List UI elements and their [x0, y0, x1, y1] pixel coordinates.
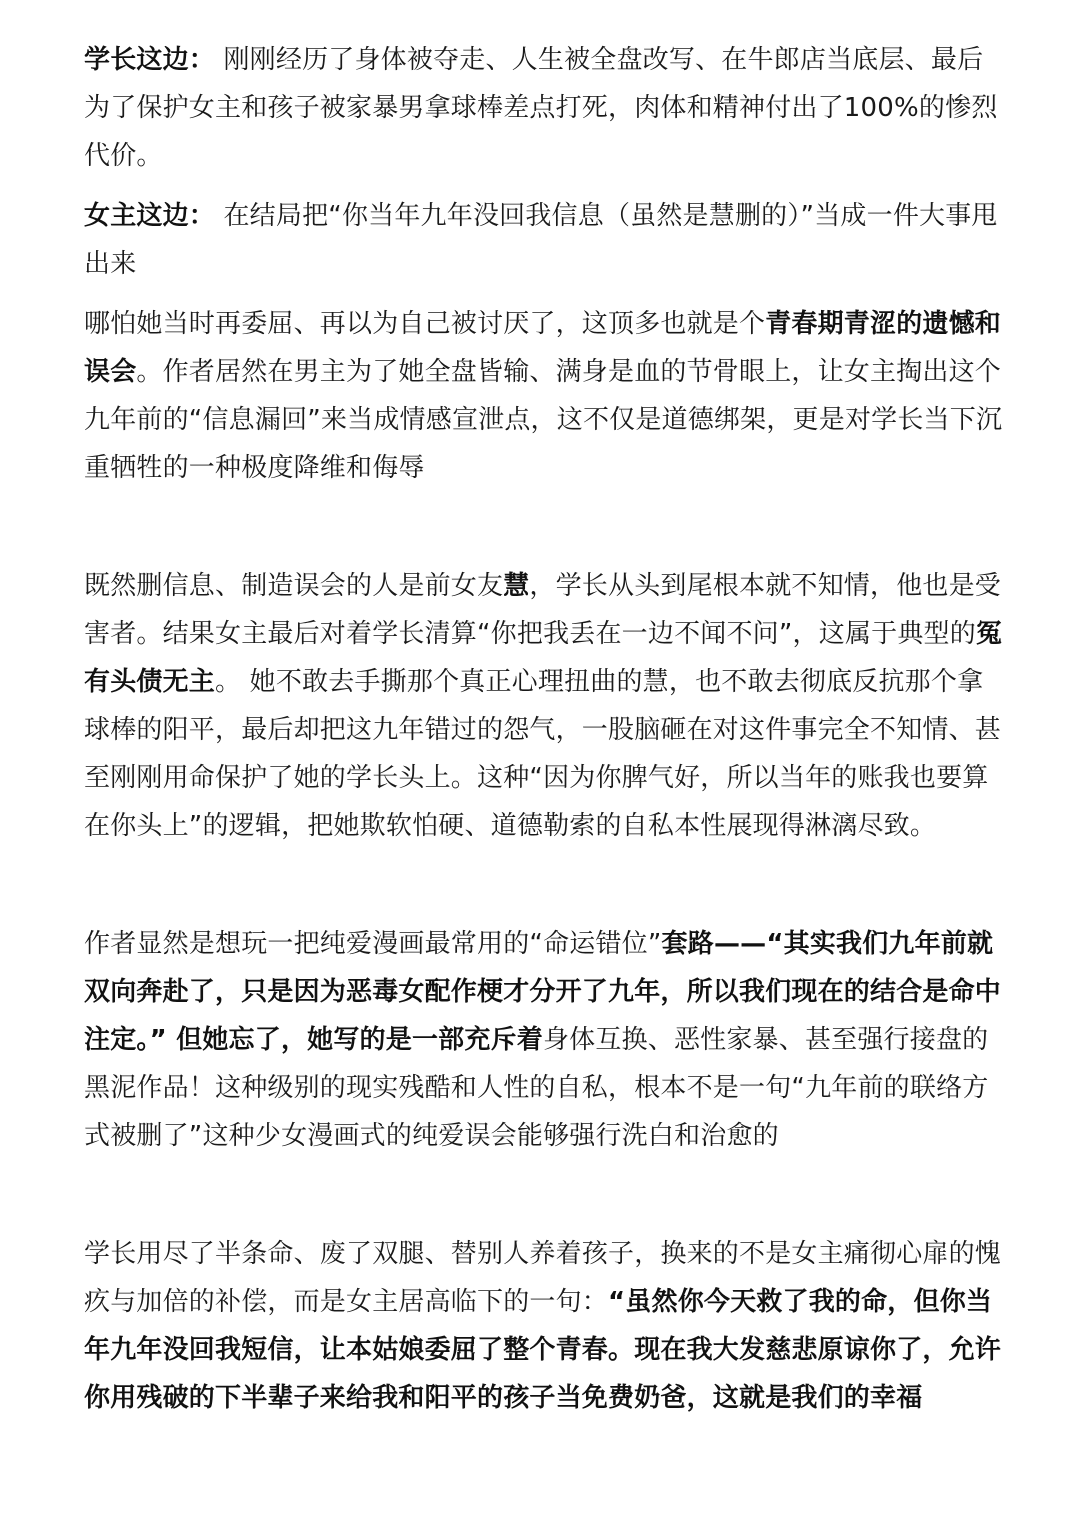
- sacrifice-quote: “虽然你今天救了我的命，但你当年九年没回我短信，让本姑娘委屈了整个青春。现在我大发慈悲原谅你了，允许你用残破的下半辈子来给我和阳平的孩子当免费奶爸，这就是我们的幸福: [84, 1287, 1002, 1413]
- regret-text-1: 哪怕她当时再委屈、再以为自己被讨厌了，这顶多也就是个: [84, 309, 766, 339]
- regret-text-2: 。作者居然在男主为了她全盘皆输、满身是血的节骨眼上，让女主掏出这个九年前的“信息漏回”来当成情感宣泄点，这不仅是道德绑架，更是对学长当下沉重牺牲的一种极度降维和侮辱: [84, 357, 1003, 483]
- paragraph-heroine-side: [84, 192, 1004, 288]
- paragraph-fate-trope: [84, 920, 1004, 1160]
- regret-bold: 青春期青涩的遗憾和误会: [84, 309, 1002, 387]
- article-body: [84, 36, 1004, 1422]
- senior-side-lead: 学长这边：: [84, 45, 216, 75]
- spacer: [84, 1160, 1004, 1230]
- blame-bold-2: 冤有头债无主: [84, 619, 1003, 697]
- spacer: [84, 288, 1004, 300]
- blame-text-2: ，学长从头到尾根本就不知情，他也是受害者。结果女主最后对着学长清算“你把我丢在一边不闻不问”，这属于典型的: [84, 571, 1002, 649]
- paragraph-regret: [84, 300, 1004, 492]
- trope-text-1: 作者显然是想玩一把纯爱漫画最常用的“命运错位”: [84, 929, 662, 959]
- blame-text-1: 既然删信息、制造误会的人是前女友: [84, 571, 504, 601]
- paragraph-sacrifice: [84, 1230, 1004, 1422]
- trope-bold: 套路——“其实我们九年前就双向奔赴了，只是因为恶毒女配作梗才分开了九年，所以我们现在的结合是命中注定。” 但她忘了，她写的是一部充斥着: [84, 929, 1002, 1055]
- heroine-side-text: 在结局把“你当年九年没回我信息（虽然是慧删的）”当成一件大事甩出来: [84, 201, 998, 279]
- paragraph-senior-side: [84, 36, 1004, 180]
- blame-bold-1: 慧: [503, 571, 530, 601]
- sacrifice-text: 学长用尽了半条命、废了双腿、替别人养着孩子，换来的不是女主痛彻心扉的愧疚与加倍的补偿，而是女主居高临下的一句：: [84, 1239, 1002, 1317]
- spacer: [84, 180, 1004, 192]
- spacer: [84, 492, 1004, 562]
- senior-side-text: 刚刚经历了身体被夺走、人生被全盘改写、在牛郎店当底层、最后为了保护女主和孩子被家暴男拿球棒差点打死，肉体和精神付出了100%的惨烈代价。: [84, 45, 998, 171]
- heroine-side-lead: 女主这边：: [84, 201, 216, 231]
- paragraph-misplaced-blame: [84, 562, 1004, 850]
- trope-text-2: 身体互换、恶性家暴、甚至强行接盘的黑泥作品！这种级别的现实残酷和人性的自私，根本不是一句“九年前的联络方式被删了”这种少女漫画式的纯爱误会能够强行洗白和治愈的: [84, 1025, 989, 1151]
- spacer: [84, 850, 1004, 920]
- blame-text-3: 。 她不敢去手撕那个真正心理扭曲的慧，也不敢去彻底反抗那个拿球棒的阳平，最后却把这九年错过的怨气，一股脑砸在对这件事完全不知情、甚至刚刚用命保护了她的学长头上。这种“因为你脾气好，所以当年的账我也要算在你头上”的逻辑，把她欺软怕硬、道德勒索的自私本性展现得淋漓尽致。: [84, 667, 1002, 841]
